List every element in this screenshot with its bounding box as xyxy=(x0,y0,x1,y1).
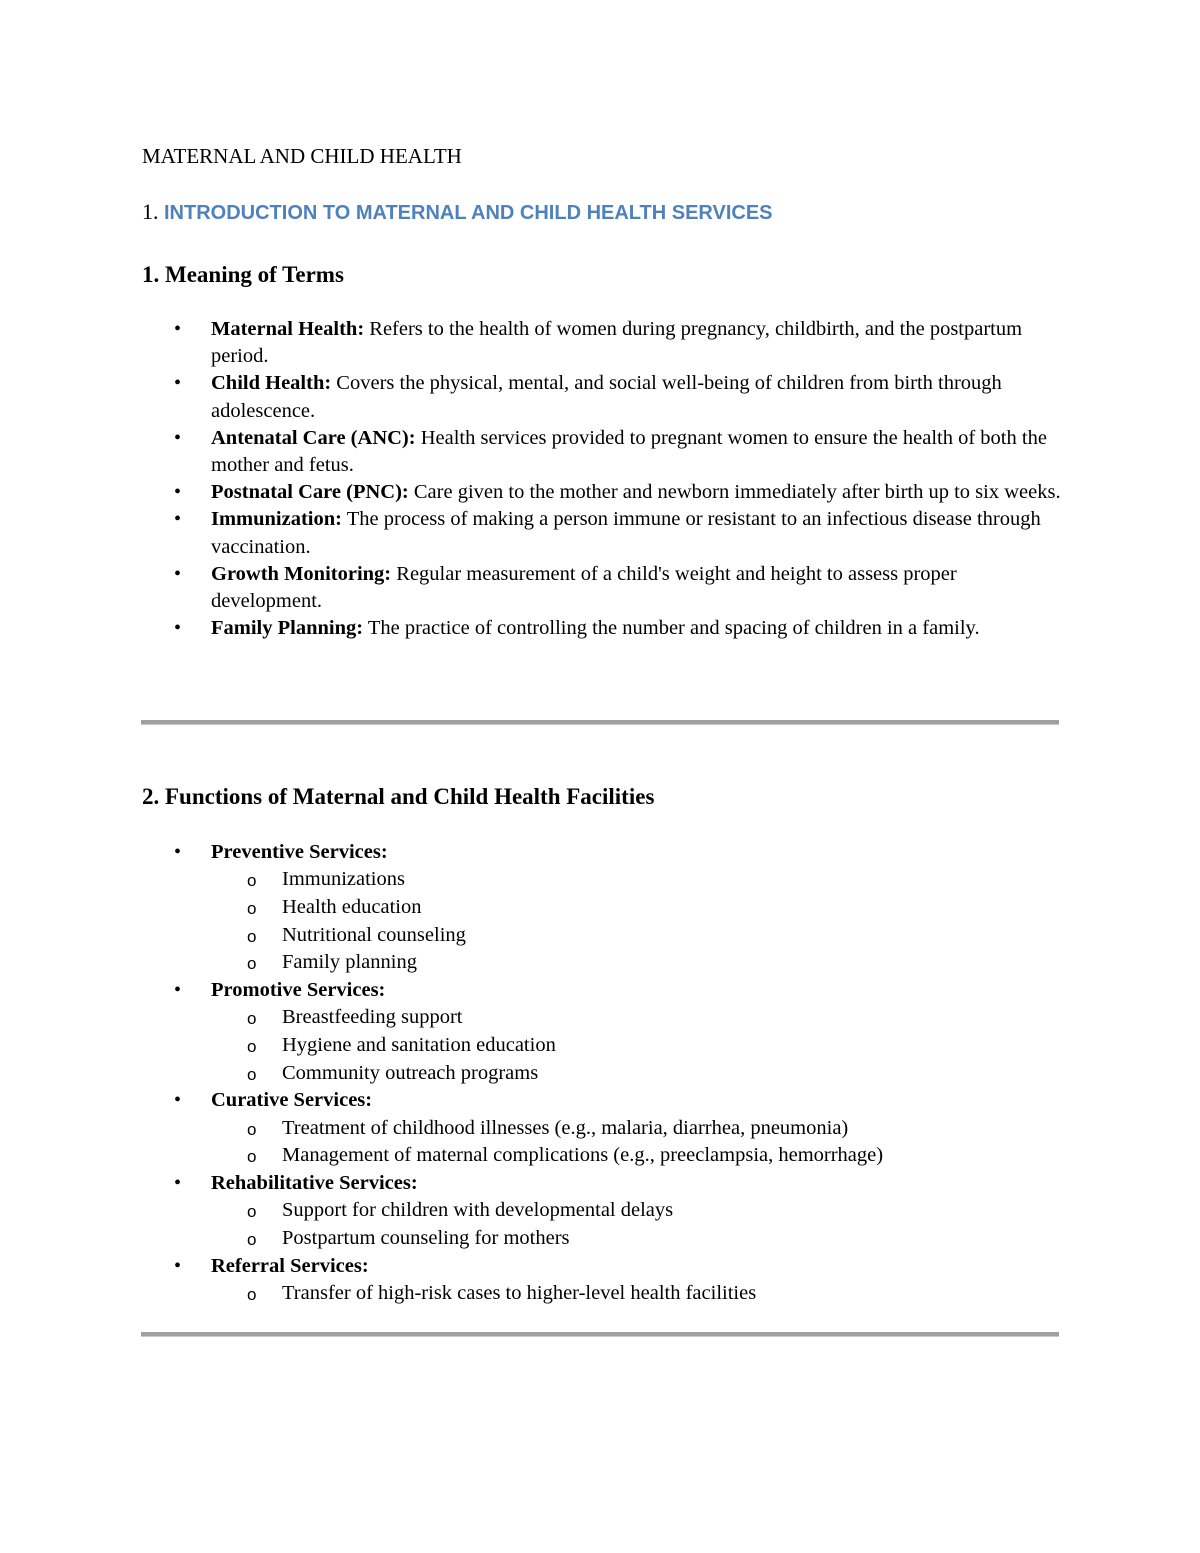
term-label: Family Planning: xyxy=(211,617,364,640)
sub-list xyxy=(211,1115,1071,1170)
list-item xyxy=(0,977,1071,1087)
list-item xyxy=(0,425,1071,479)
sub-list xyxy=(211,1004,1071,1087)
bullet-icon: • xyxy=(174,841,182,863)
bullet-icon: • xyxy=(174,481,182,504)
term-label: Child Health: xyxy=(211,372,332,395)
bullet-icon: • xyxy=(174,426,182,449)
horizontal-rule xyxy=(141,1332,1059,1337)
section-heading-meaning-of-terms: 1. Meaning of Terms xyxy=(142,262,344,287)
sub-bullet-icon: o xyxy=(247,1036,257,1056)
terms-list xyxy=(0,316,1071,642)
sub-list-item: o Community outreach programs xyxy=(0,1060,1071,1088)
bullet-icon: • xyxy=(174,1254,182,1277)
sub-list-item: o Transfer of high-risk cases to higher-level health facilities xyxy=(0,1280,1071,1308)
sub-bullet-icon: o xyxy=(247,1147,257,1167)
sub-list xyxy=(211,1197,1071,1252)
term-description: Care given to the mother and newborn immediately after birth up to six weeks. xyxy=(413,481,1061,504)
term-description: The process of making a person immune or resistant to an infectious disease through vaccination. xyxy=(211,508,1041,558)
section-heading-functions: 2. Functions of Maternal and Child Health Facilities xyxy=(142,784,655,809)
document-title: MATERNAL AND CHILD HEALTH xyxy=(142,144,462,168)
list-item xyxy=(0,370,1071,424)
bullet-icon: • xyxy=(174,508,182,531)
term-label: Maternal Health: xyxy=(211,318,365,340)
intro-heading-number: 1. xyxy=(142,199,159,224)
sub-list-item: o Postpartum counseling for mothers xyxy=(0,1225,1071,1253)
bullet-icon: • xyxy=(174,979,182,1002)
sub-list-item: o Family planning xyxy=(0,949,1071,977)
sub-list xyxy=(211,1280,1071,1308)
functions-list xyxy=(0,839,1071,1307)
term-label: Antenatal Care (ANC): xyxy=(211,426,416,449)
horizontal-rule xyxy=(141,720,1059,725)
list-item xyxy=(0,1170,1071,1253)
bullet-icon: • xyxy=(174,617,182,640)
term-description: Refers to the health of women during pregnancy, childbirth, and the postpartum period. xyxy=(211,318,1023,368)
sub-list-item: o Support for children with developmental delays xyxy=(0,1197,1071,1225)
list-item xyxy=(0,839,1071,977)
sub-list-item: o Management of maternal complications (e.g., preeclampsia, hemorrhage) xyxy=(0,1142,1071,1170)
sub-list-item: o Health education xyxy=(0,894,1071,922)
list-item xyxy=(0,316,1071,370)
intro-heading-text: INTRODUCTION TO MATERNAL AND CHILD HEALTH SERVICES xyxy=(164,202,773,224)
bullet-icon: • xyxy=(174,1171,182,1194)
sub-bullet-icon: o xyxy=(247,871,257,891)
bullet-icon: • xyxy=(174,562,182,585)
list-item xyxy=(0,1087,1071,1170)
bullet-icon: • xyxy=(174,318,182,340)
term-description: Regular measurement of a child's weight and height to assess proper development. xyxy=(211,562,957,613)
sub-list-item: o Hygiene and sanitation education xyxy=(0,1032,1071,1060)
sub-bullet-icon: o xyxy=(247,1202,257,1222)
sub-list-item: o Immunizations xyxy=(0,866,1071,894)
sub-bullet-icon: o xyxy=(247,898,257,918)
list-item xyxy=(0,561,1071,615)
sub-list xyxy=(211,866,1071,977)
sub-bullet-icon: o xyxy=(247,1009,257,1029)
term-description: Health services provided to pregnant women to ensure the health of both the mother and fetus. xyxy=(211,426,1047,477)
bullet-icon: • xyxy=(174,372,182,395)
sub-bullet-icon: o xyxy=(247,1229,257,1249)
bullet-icon: • xyxy=(174,1089,182,1112)
term-label: Immunization: xyxy=(211,508,342,531)
list-item xyxy=(0,506,1071,560)
list-item xyxy=(0,615,1071,642)
sub-bullet-icon: o xyxy=(247,1284,257,1304)
service-category-label: Referral Services: xyxy=(211,1254,369,1277)
term-description: Covers the physical, mental, and social well-being of children from birth through adolescence. xyxy=(211,372,1002,422)
sub-bullet-icon: o xyxy=(247,1064,257,1084)
sub-bullet-icon: o xyxy=(247,926,257,946)
term-description: The practice of controlling the number and spacing of children in a family. xyxy=(367,617,980,640)
service-category-label: Rehabilitative Services: xyxy=(211,1171,418,1194)
term-label: Postnatal Care (PNC): xyxy=(211,481,409,504)
sub-bullet-icon: o xyxy=(247,1119,257,1139)
intro-heading xyxy=(142,198,773,227)
sub-list-item: o Treatment of childhood illnesses (e.g., malaria, diarrhea, pneumonia) xyxy=(0,1115,1071,1143)
term-label: Growth Monitoring: xyxy=(211,562,392,585)
service-category-label: Curative Services: xyxy=(211,1089,373,1112)
list-item xyxy=(0,479,1071,506)
sub-list-item: o Nutritional counseling xyxy=(0,922,1071,950)
service-category-label: Preventive Services: xyxy=(211,841,388,863)
sub-list-item: o Breastfeeding support xyxy=(0,1004,1071,1032)
sub-bullet-icon: o xyxy=(247,954,257,974)
service-category-label: Promotive Services: xyxy=(211,979,386,1002)
list-item xyxy=(0,1253,1071,1308)
